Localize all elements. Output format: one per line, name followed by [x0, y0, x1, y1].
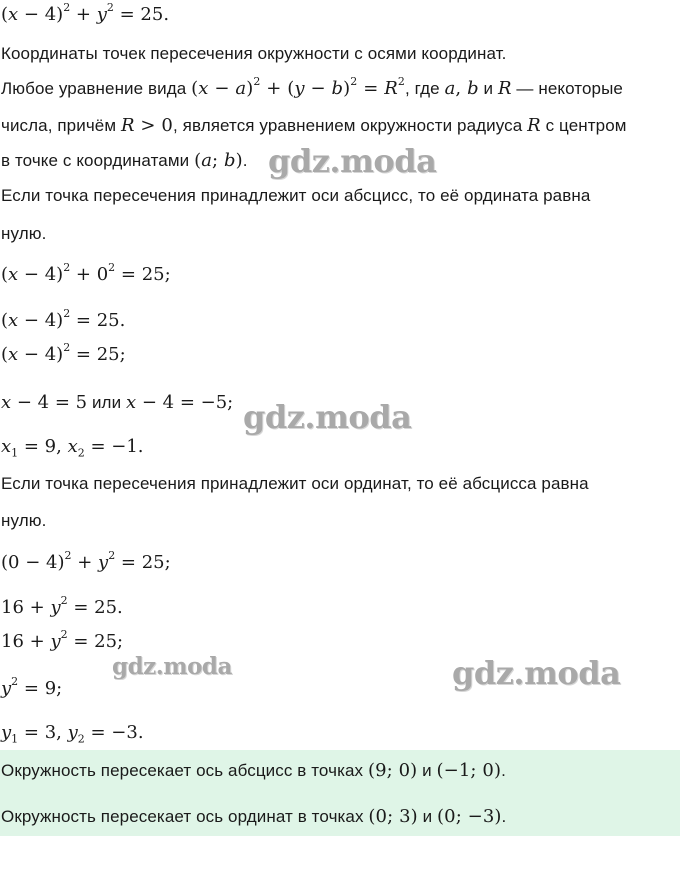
definition-line-3: в точке с координатами (a; b). — [1, 150, 248, 171]
equation-y-1: $(0 - 4)^2 + y^2 = 25$; — [1, 549, 171, 573]
y-axis-condition-line-2: нулю. — [1, 511, 47, 530]
watermark-logo: gdz.moda — [268, 142, 437, 180]
equation-y-4: $y^2 = 9$; — [1, 675, 63, 699]
equation-x-3: $(x - 4)^2 = 25$; — [1, 341, 126, 365]
answer-y-axis: Окружность пересекает ось ординат в точках (0; 3) и (0; −3). — [1, 806, 507, 827]
equation-y-2: $16 + y^2 = 25$. — [1, 594, 123, 618]
equation-x-4: x − 4 = 5 или x − 4 = −5; — [1, 392, 234, 413]
watermark-logo: gdz.moda — [112, 653, 232, 680]
equation-y-roots: $y_1 = 3$, $y_2 = -3$. — [1, 722, 144, 746]
section-heading: Координаты точек пересечения окружности с осями координат. — [1, 44, 507, 63]
y-axis-condition-line-1: Если точка пересечения принадлежит оси ординат, то её абсцисса равна — [1, 474, 589, 493]
watermark-logo: gdz.moda — [243, 398, 412, 436]
definition-line-2: числа, причём R > 0, является уравнением окружности радиуса R с центром — [1, 115, 627, 136]
equation-x-1: $(x - 4)^2 + 0^2 = 25$; — [1, 261, 171, 285]
definition-line-1: Любое уравнение вида $(x - a)^2 + (y - b)^2 = R^2$, где a, b и R — некоторые — [1, 75, 623, 99]
equation-x-roots: $x_1 = 9$, $x_2 = -1$. — [1, 436, 144, 460]
watermark-logo: gdz.moda — [452, 654, 621, 692]
x-axis-condition-line-2: нулю. — [1, 224, 47, 243]
x-axis-condition-line-1: Если точка пересечения принадлежит оси абсцисс, то её ордината равна — [1, 186, 591, 205]
equation-x-2: $(x - 4)^2 = 25$. — [1, 307, 126, 331]
answer-x-axis: Окружность пересекает ось абсцисс в точках (9; 0) и (−1; 0). — [1, 760, 506, 781]
equation-circle: $(x - 4)^2 + y^2 = 25$. — [1, 1, 170, 25]
equation-y-3: $16 + y^2 = 25$; — [1, 628, 124, 652]
